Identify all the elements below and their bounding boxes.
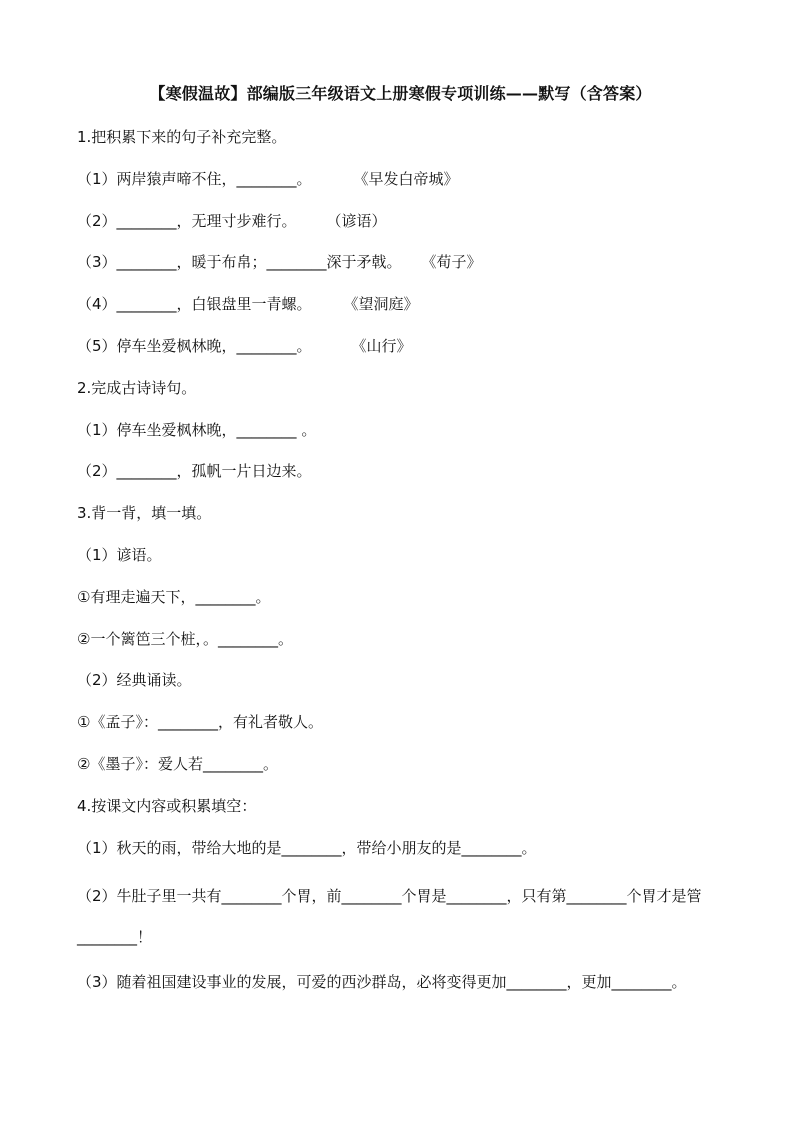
q3-sub2-item-1: ①《孟子》：________，有礼者敬人。 xyxy=(77,713,323,732)
q3-sub1-label: （1）谚语。 xyxy=(77,545,162,564)
q1-item-5 xyxy=(77,335,724,357)
q3-heading: 3.背一背，填一填。 xyxy=(77,504,212,523)
q1-item-2-text: （2）________，无理寸步难行。 xyxy=(77,211,297,230)
q3-sub1-item-1: ①有理走遍天下，________。 xyxy=(77,587,271,606)
q1-item-1 xyxy=(77,168,724,190)
q3-sub2-item-2: ②《墨子》：爱人若________。 xyxy=(77,754,278,773)
q1-item-4-text: （4）________，白银盘里一青螺。 xyxy=(77,295,312,314)
q3-sub1-item-2: ②一个篱笆三个桩，。________。 xyxy=(77,629,293,648)
q4-item-2: （2）牛肚子里一共有________个胃，前________个胃是________，只有第________个胃才是管________！ xyxy=(77,887,702,947)
q1-item-5-source: 《山行》 xyxy=(351,336,412,355)
q1-item-1-text: （1）两岸猿声啼不住，________。 xyxy=(77,169,312,188)
q2-heading: 2.完成古诗诗句。 xyxy=(77,378,197,397)
q4-item-1: （1）秋天的雨，带给大地的是________，带给小朋友的是________。 xyxy=(77,838,537,857)
q1-item-3-text: （3）________，暖于布帛；________深于矛戟。 xyxy=(77,253,402,272)
q3-sub2-label: （2）经典诵读。 xyxy=(77,671,192,690)
q1-item-3 xyxy=(77,251,724,273)
q2-item-1: （1）停车坐爱枫林晚，________ 。 xyxy=(77,420,317,439)
q4-heading: 4.按课文内容或积累填空： xyxy=(77,796,257,815)
q1-item-1-source: 《早发白帝城》 xyxy=(353,169,459,188)
q1-item-5-text: （5）停车坐爱枫林晚，________。 xyxy=(77,336,312,355)
q1-item-3-source: 《荀子》 xyxy=(421,253,482,272)
page-title: 【寒假温故】部编版三年级语文上册寒假专项训练——默写（含答案） xyxy=(149,84,652,103)
q1-item-2 xyxy=(77,210,724,232)
q1-item-4-source: 《望洞庭》 xyxy=(343,295,419,314)
q1-heading: 1.把积累下来的句子补充完整。 xyxy=(77,128,287,146)
q1-item-2-source: （谚语） xyxy=(326,211,387,230)
q2-item-2: （2）________，孤帆一片日边来。 xyxy=(77,462,312,481)
q1-item-4 xyxy=(77,293,724,315)
q4-item-3: （3）随着祖国建设事业的发展，可爱的西沙群岛，必将变得更加________，更加________。 xyxy=(77,973,687,992)
